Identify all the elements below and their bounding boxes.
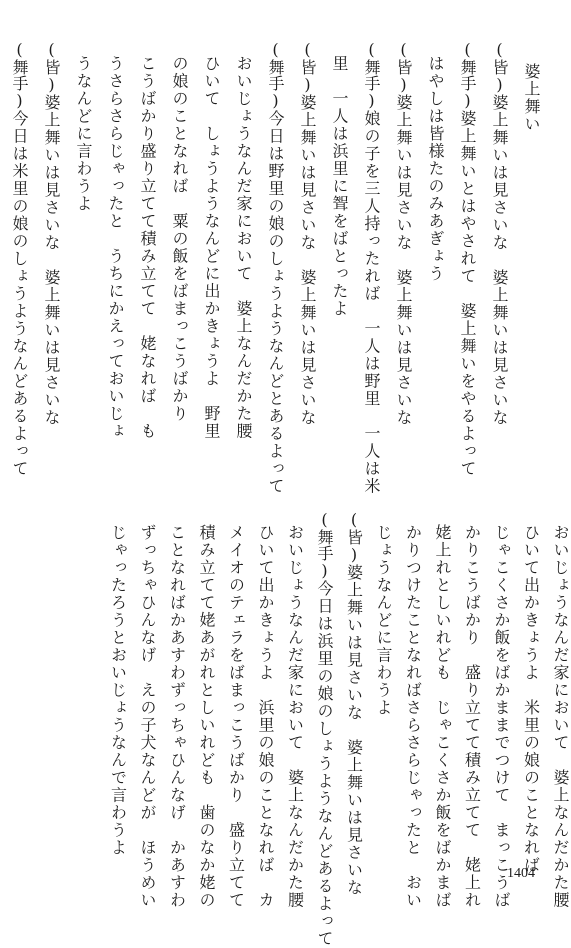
lower-column [346,510,362,897]
upper-column [107,55,123,440]
upper-column [235,55,251,440]
speaker-label: (皆) [298,40,317,94]
lower-column [169,524,185,909]
lower-column [493,524,509,909]
lower-column [228,524,244,909]
upper-column [267,40,283,495]
verse-text: ひいて出かきょうよ 浜里の娘のことなれば カ [256,524,275,909]
verse-text: うなんどに言わうよ [74,55,93,213]
verse-text: 婆上舞い [522,63,541,133]
lower-column [464,524,480,909]
verse-text: 婆上舞いは見さいな 婆上舞いは見さいな [394,94,413,427]
verse-text: 娘の子を三人持ったれば 一人は野里 一人は米 [362,110,381,495]
verse-text: うさらさらじゃったと うちにかえっておいじょ [106,55,125,440]
verse-text: メイオのテェラをばまっこうばかり 盛り立てて [226,524,246,909]
lower-column [139,524,155,909]
upper-column [43,40,59,427]
upper-column [523,63,539,133]
lower-column [110,524,126,857]
verse-text: 今日は浜里の娘のしょうようなんどあるよって [315,580,334,948]
upper-column [459,40,475,478]
upper-column [203,55,219,440]
lower-column [375,524,391,717]
lower-column [287,524,303,909]
upper-column [331,55,347,318]
speaker-label: (舞手) [10,40,29,110]
verse-text: はやしは皆様たのみあぎょう [426,55,445,283]
verse-text: 婆上舞いとはやされて 婆上舞いをやるよって [458,110,477,478]
lower-column [198,524,214,909]
verse-text: 里 一人は浜里に聟をばとったよ [330,55,349,318]
verse-text: じゃったろうとおいじょうなんで言わうよ [108,524,128,857]
lower-column [316,510,332,948]
lower-column [257,524,273,909]
upper-column [171,55,187,423]
upper-column [395,40,411,427]
upper-column [363,40,379,495]
speaker-label: (皆) [42,40,61,94]
verse-text: の娘のことなれば 粟の飯をばまっこうばかり [170,55,189,423]
verse-text: 今日は野里の娘のしょうようなんどとあるよって [266,110,285,495]
upper-column [299,40,315,427]
speaker-label: (舞手) [266,40,285,110]
verse-text: ことなればかあすわずっちゃひんなげ かあすわ [167,524,187,909]
upper-column [427,55,443,283]
upper-column [11,40,27,478]
verse-text: かりこうばかり 盛り立てて積み立てて 姥上れ [462,524,482,909]
verse-text: じゃこくさか飯をばかままでつけて まっこうば [492,524,511,909]
lower-column [434,524,450,909]
speaker-label: (皆) [490,40,509,94]
speaker-label: (舞手) [458,40,477,110]
verse-text: 婆上舞いは見さいな 婆上舞いは見さいな [344,564,364,897]
verse-text: 積み立てて姥あがれとしいれども 歯のなか姥の [197,524,216,909]
verse-text: かりつけたことなればさらさらじゃったと おい [403,524,423,909]
verse-text: 婆上舞いは見さいな 婆上舞いは見さいな [490,94,509,427]
verse-text: ひいて しょうようなんどに出かきょうよ 野里 [202,55,221,440]
verse-text: おいじょうなんだ家において 婆上なんだかた腰 [285,524,305,909]
speaker-label: (皆) [394,40,413,94]
verse-text: ひいて出かきょうよ 米里の娘のことなれば [521,524,541,874]
verse-text: 婆上舞いは見さいな 婆上舞いは見さいな [298,94,317,427]
lower-column [523,524,539,874]
speaker-label: (舞手) [362,40,381,110]
upper-column [75,55,91,213]
verse-text: こうばかり盛り立てて積み立てて 姥なれば も [138,55,157,440]
verse-text: 婆上舞いは見さいな 婆上舞いは見さいな [42,94,61,427]
verse-text: 姥上れとしいれども じゃこくさか飯をばかまば [433,524,452,909]
speaker-label: (皆) [344,510,364,564]
lower-column [552,524,568,909]
verse-text: じょうなんどに言わうよ [374,524,393,717]
verse-text: おいじょうなんだ家において 婆上なんだかた腰 [551,524,570,909]
page-number: 1404 [507,866,535,881]
verse-text: 今日は米里の娘のしょうようなんどあるよって [10,110,29,478]
verse-text: ずっちゃひんなげ えの子犬なんどが ほうめい [138,524,157,909]
upper-column [491,40,507,427]
speaker-label: (舞手) [315,510,334,580]
lower-column [405,524,421,909]
verse-text: おいじょうなんだ家において 婆上なんだかた腰 [234,55,253,440]
upper-column [139,55,155,440]
